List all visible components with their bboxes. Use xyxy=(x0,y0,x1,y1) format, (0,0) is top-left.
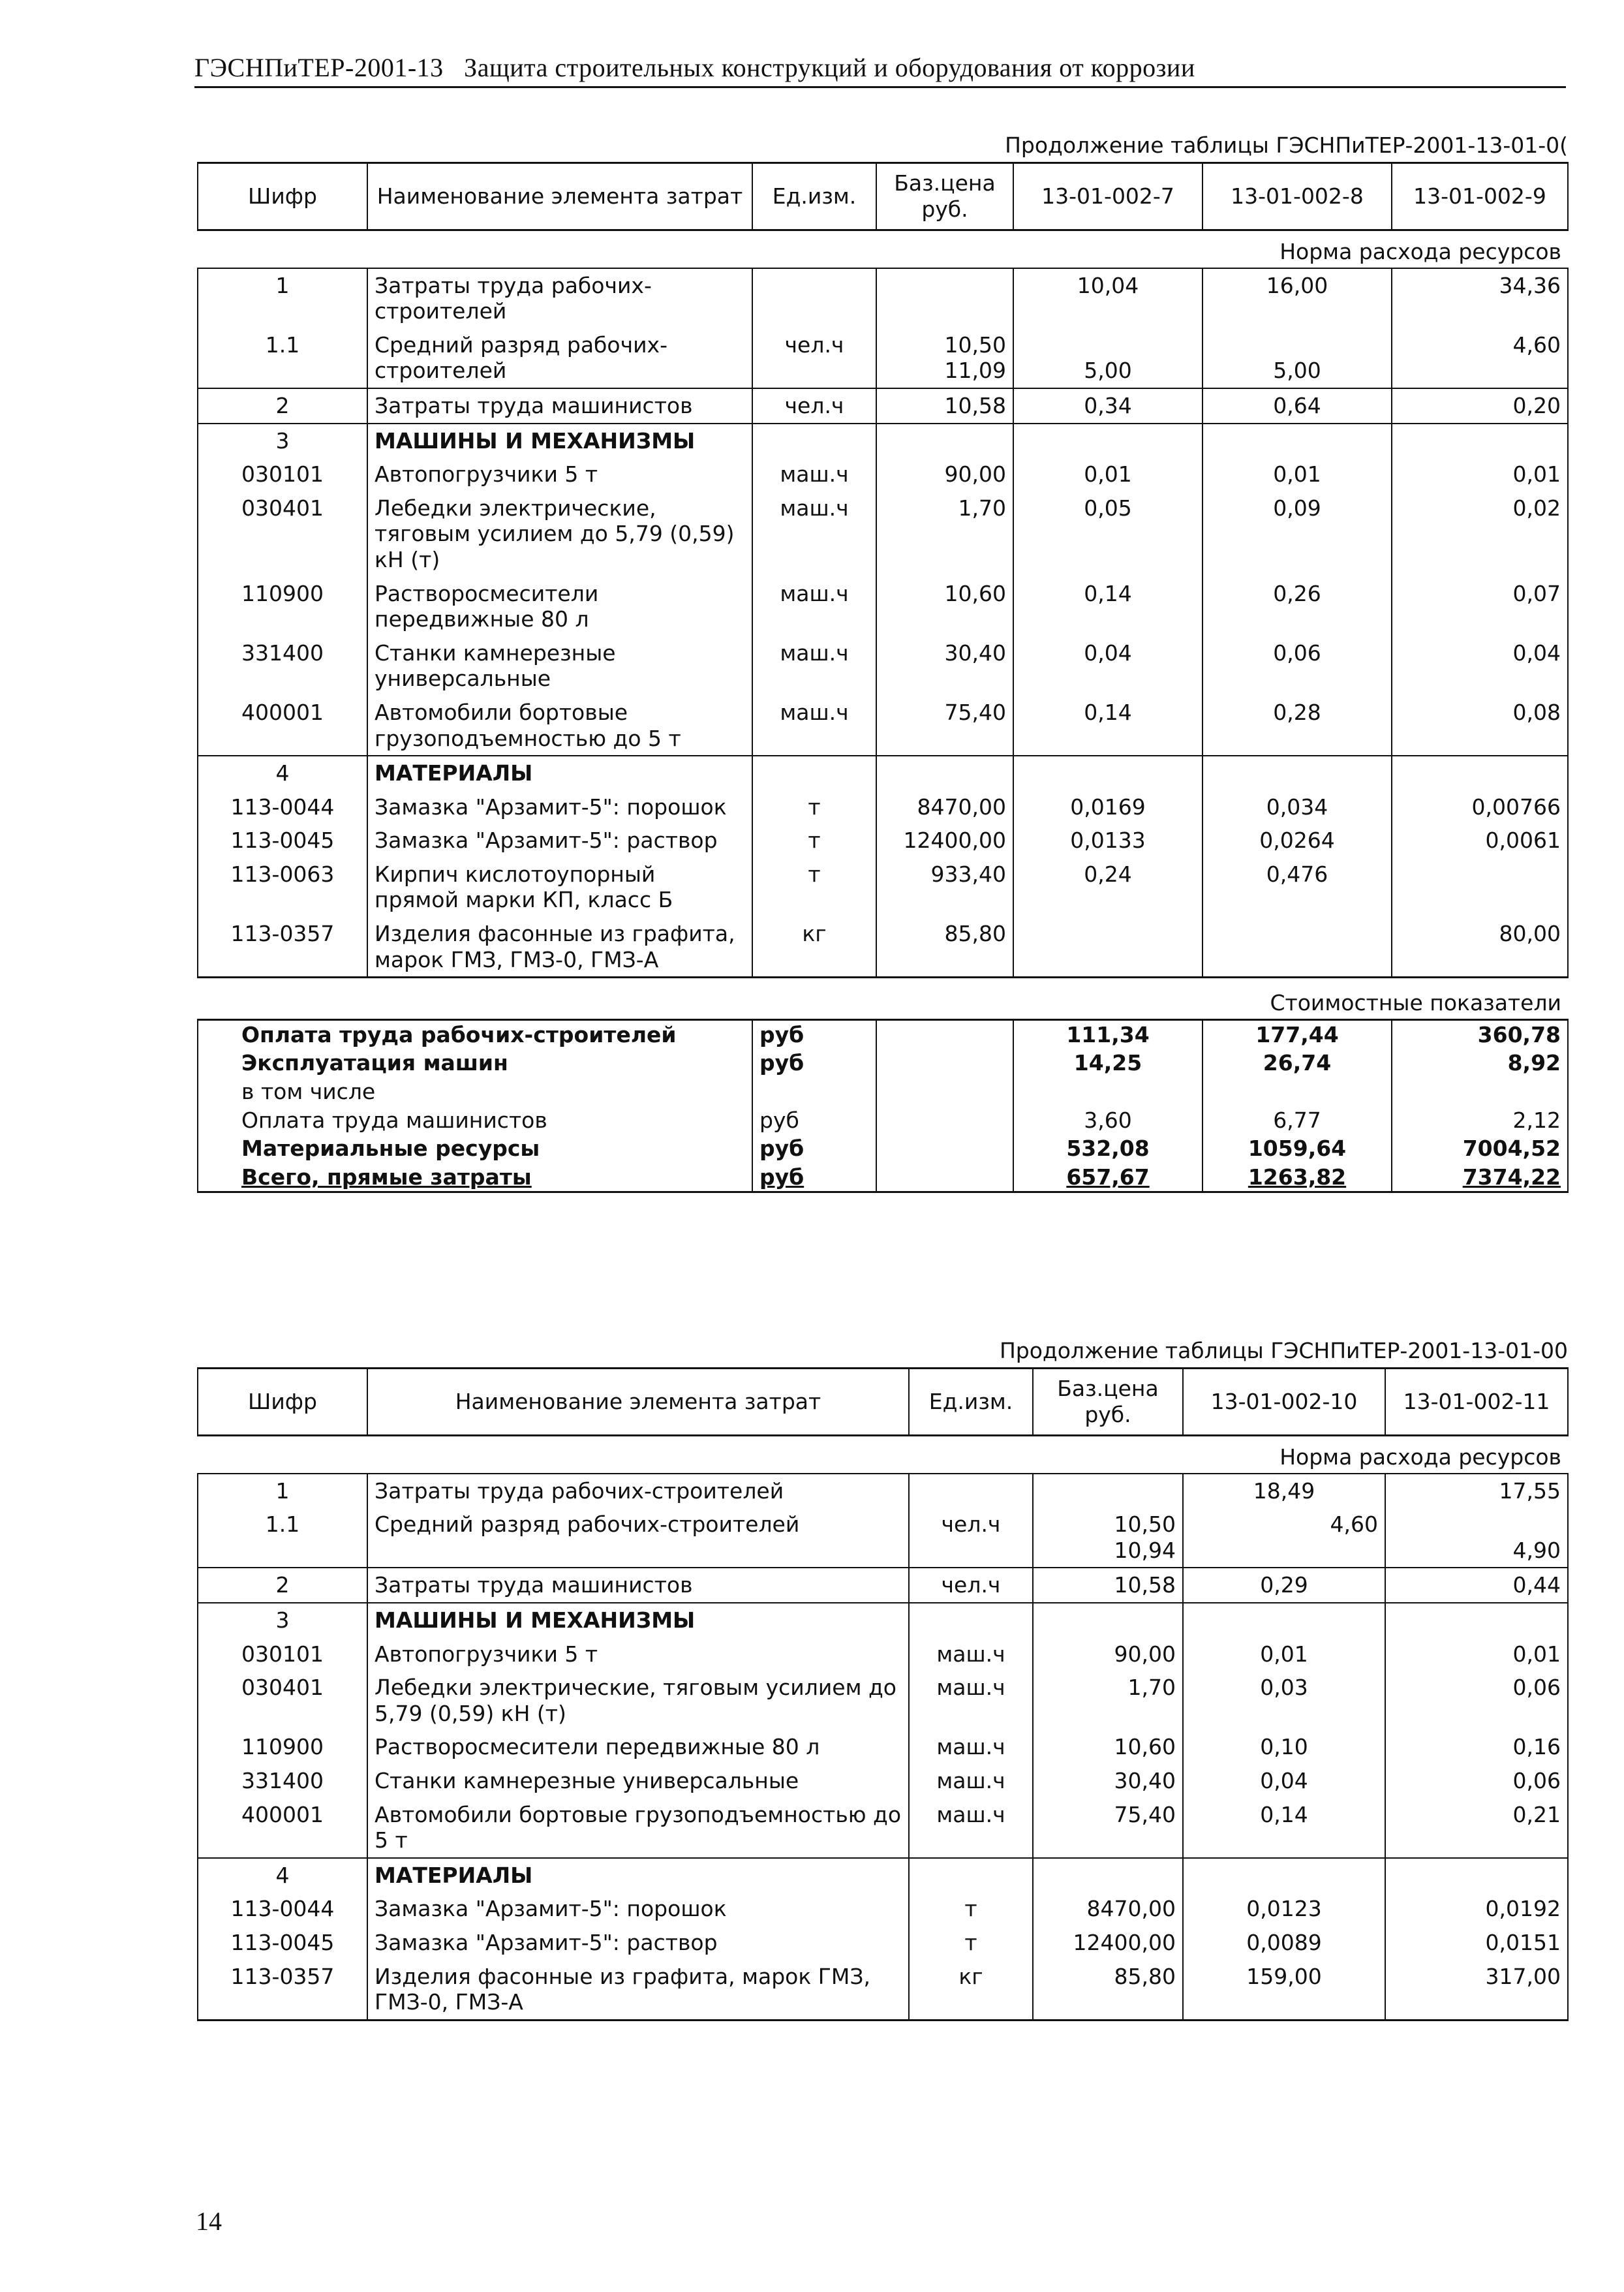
norm-label-row xyxy=(198,230,1568,268)
price-cell xyxy=(876,424,1013,458)
table-row xyxy=(198,824,1568,858)
table-row xyxy=(198,1798,1568,1858)
cost-name: Всего, прямые затраты xyxy=(198,1163,752,1192)
col-header-price: Баз.цена руб. xyxy=(876,163,1013,230)
value-cell-v2: 317,00 xyxy=(1385,1960,1568,2021)
cost-name: Оплата труда машинистов xyxy=(198,1106,752,1135)
name-cell: Автомобили бортовые грузоподъемностью до 5 т xyxy=(367,696,752,756)
col-header-name: Наименование элемента затрат xyxy=(367,163,752,230)
table-row xyxy=(198,1474,1568,1508)
name-cell: МАТЕРИАЛЫ xyxy=(367,1858,909,1893)
table2-header-row xyxy=(198,1369,1568,1436)
col-header-v1: 13-01-002-7 xyxy=(1013,163,1203,230)
unit-cell: чел.ч xyxy=(909,1568,1033,1603)
value-cell-v2: 0,06 xyxy=(1385,1764,1568,1798)
price-cell xyxy=(1033,1508,1183,1568)
name-cell: Лебедки электрические, тяговым усилием до 5,79 (0,59) кН (т) xyxy=(367,491,752,577)
code-cell: 400001 xyxy=(198,1798,367,1858)
table-row xyxy=(198,1637,1568,1671)
value-cell-v3: 0,02 xyxy=(1392,491,1568,577)
value-cell-v1: 0,0123 xyxy=(1183,1892,1385,1926)
price-cell: 12400,00 xyxy=(876,824,1013,858)
code-cell: 113-0357 xyxy=(198,917,367,978)
value-cell-v2: 0,0264 xyxy=(1203,824,1392,858)
value-cell-v1: 0,0133 xyxy=(1013,824,1203,858)
unit-cell: маш.ч xyxy=(752,577,876,636)
cost-value-v1: 111,34 xyxy=(1013,1019,1203,1049)
unit-cell: маш.ч xyxy=(752,696,876,756)
table1 xyxy=(197,162,1569,1193)
value-cell-v1: 0,03 xyxy=(1183,1671,1385,1730)
value-cell-v1: 0,14 xyxy=(1013,696,1203,756)
cost-empty xyxy=(876,1163,1013,1192)
unit-cell: маш.ч xyxy=(752,457,876,491)
name-cell: Изделия фасонные из графита, марок ГМЗ, ГМЗ-0, ГМЗ-А xyxy=(367,1960,909,2021)
price-cell: 30,40 xyxy=(1033,1764,1183,1798)
unit-cell: т xyxy=(752,790,876,824)
value-cell-v1: 0,04 xyxy=(1183,1764,1385,1798)
price-cell: 10,58 xyxy=(1033,1568,1183,1603)
value-cell-v1: 0,01 xyxy=(1183,1637,1385,1671)
cost-value-v1 xyxy=(1013,1077,1203,1106)
unit-cell: чел.ч xyxy=(752,328,876,388)
value-cell-v2: 0,16 xyxy=(1385,1730,1568,1764)
code-cell: 1.1 xyxy=(198,328,367,388)
table2 xyxy=(197,1367,1569,2021)
code-cell: 110900 xyxy=(198,577,367,636)
value-cell-v1 xyxy=(1013,424,1203,458)
price-cell: 12400,00 xyxy=(1033,1926,1183,1960)
unit-cell: маш.ч xyxy=(752,636,876,696)
cost-value-v3: 7004,52 xyxy=(1392,1134,1568,1163)
table-row xyxy=(198,1892,1568,1926)
cost-row xyxy=(198,1163,1568,1192)
cost-value-v1: 657,67 xyxy=(1013,1163,1203,1192)
unit-cell: т xyxy=(909,1926,1033,1960)
unit-cell xyxy=(909,1474,1033,1508)
table-row xyxy=(198,696,1568,756)
price-cell: 933,40 xyxy=(876,858,1013,917)
value-cell-v2: 0,034 xyxy=(1203,790,1392,824)
unit-cell: маш.ч xyxy=(909,1764,1033,1798)
value-cell-v1: 4,60 xyxy=(1183,1508,1385,1568)
cost-name: в том числе xyxy=(198,1077,752,1106)
cost-value-v3: 2,12 xyxy=(1392,1106,1568,1135)
table-row xyxy=(198,1960,1568,2021)
value-cell-v2: 4,90 xyxy=(1385,1508,1568,1568)
table-row xyxy=(198,790,1568,824)
cost-empty xyxy=(876,1077,1013,1106)
price-cell: 8470,00 xyxy=(1033,1892,1183,1926)
table-row xyxy=(198,1730,1568,1764)
table-row xyxy=(198,388,1568,424)
name-cell: Лебедки электрические, тяговым усилием до 5,79 (0,59) кН (т) xyxy=(367,1671,909,1730)
value-cell-v2: 16,00 xyxy=(1203,268,1392,328)
value-cell-v2: 0,01 xyxy=(1385,1637,1568,1671)
value-cell-v1 xyxy=(1013,917,1203,978)
code-cell: 400001 xyxy=(198,696,367,756)
price-cell: 75,40 xyxy=(876,696,1013,756)
col-header-v2: 13-01-002-8 xyxy=(1203,163,1392,230)
table-row xyxy=(198,491,1568,577)
name-cell: Средний разряд рабочих-строителей xyxy=(367,1508,909,1568)
value-cell-v3: 0,08 xyxy=(1392,696,1568,756)
value-cell-v3: 0,07 xyxy=(1392,577,1568,636)
cost-empty xyxy=(876,1134,1013,1163)
value-cell-v1: 5,00 xyxy=(1013,328,1203,388)
price-cell xyxy=(1033,1474,1183,1508)
table-row xyxy=(198,268,1568,328)
cost-row xyxy=(198,1106,1568,1135)
code-cell: 3 xyxy=(198,424,367,458)
unit-cell xyxy=(909,1858,1033,1893)
value-cell-v2: 0,09 xyxy=(1203,491,1392,577)
col-header-code: Шифр xyxy=(198,163,367,230)
value-cell-v3 xyxy=(1392,858,1568,917)
price-cell: 85,80 xyxy=(1033,1960,1183,2021)
table-row xyxy=(198,1926,1568,1960)
cost-name: Оплата труда рабочих-строителей xyxy=(198,1019,752,1049)
name-cell: Изделия фасонные из графита, марок ГМЗ, ГМЗ-0, ГМЗ-А xyxy=(367,917,752,978)
value-cell-v3: 0,01 xyxy=(1392,457,1568,491)
code-cell: 4 xyxy=(198,1858,367,1893)
name-cell: Растворосмесители передвижные 80 л xyxy=(367,1730,909,1764)
unit-cell: маш.ч xyxy=(909,1637,1033,1671)
cost-unit: руб xyxy=(752,1163,876,1192)
value-cell-v1: 18,49 xyxy=(1183,1474,1385,1508)
cost-value-v3: 360,78 xyxy=(1392,1019,1568,1049)
unit-cell xyxy=(752,268,876,328)
value-cell-v1: 159,00 xyxy=(1183,1960,1385,2021)
value-cell-v3 xyxy=(1392,424,1568,458)
cost-value-v2: 1263,82 xyxy=(1203,1163,1392,1192)
price-cell xyxy=(1033,1858,1183,1893)
price-cell: 1,70 xyxy=(876,491,1013,577)
unit-cell: кг xyxy=(752,917,876,978)
value-cell-v3: 0,00766 xyxy=(1392,790,1568,824)
table-row xyxy=(198,858,1568,917)
unit-cell: чел.ч xyxy=(752,388,876,424)
unit-cell: кг xyxy=(909,1960,1033,2021)
page-header xyxy=(194,52,1565,83)
name-cell: Затраты труда машинистов xyxy=(367,388,752,424)
header-rule xyxy=(194,86,1566,88)
value-cell-v3 xyxy=(1392,756,1568,790)
price-cell: 90,00 xyxy=(876,457,1013,491)
name-cell: МАШИНЫ И МЕХАНИЗМЫ xyxy=(367,1603,909,1637)
price-cell xyxy=(876,756,1013,790)
code-cell: 331400 xyxy=(198,1764,367,1798)
table-row xyxy=(198,328,1568,388)
cost-row xyxy=(198,1049,1568,1077)
value-cell-v1: 0,0169 xyxy=(1013,790,1203,824)
value-cell-v1: 0,14 xyxy=(1013,577,1203,636)
code-cell: 113-0045 xyxy=(198,824,367,858)
header-subtitle: Защита строительных конструкций и оборудования от коррозии xyxy=(464,53,1195,82)
col-header-code: Шифр xyxy=(198,1369,367,1436)
table-row xyxy=(198,457,1568,491)
unit-cell: т xyxy=(752,858,876,917)
value-cell-v2: 0,44 xyxy=(1385,1568,1568,1603)
name-cell: Замазка "Арзамит-5": порошок xyxy=(367,1892,909,1926)
price-cell: 10,58 xyxy=(876,388,1013,424)
cost-value-v3: 7374,22 xyxy=(1392,1163,1568,1192)
name-cell: Кирпич кислотоупорный прямой марки КП, класс Б xyxy=(367,858,752,917)
table-row xyxy=(198,1858,1568,1893)
table-row xyxy=(198,636,1568,696)
value-cell-v2 xyxy=(1203,917,1392,978)
code-cell: 113-0044 xyxy=(198,1892,367,1926)
page-number: 14 xyxy=(196,2207,222,2236)
code-cell: 030101 xyxy=(198,1637,367,1671)
col-header-v2: 13-01-002-11 xyxy=(1385,1369,1568,1436)
price-cell xyxy=(876,328,1013,388)
code-cell: 1 xyxy=(198,268,367,328)
value-cell-v1: 0,10 xyxy=(1183,1730,1385,1764)
price-cell: 1,70 xyxy=(1033,1671,1183,1730)
value-cell-v1 xyxy=(1183,1603,1385,1637)
price-cell: 75,40 xyxy=(1033,1798,1183,1858)
value-cell-v1: 10,04 xyxy=(1013,268,1203,328)
name-cell: Средний разряд рабочих-строителей xyxy=(367,328,752,388)
unit-cell: т xyxy=(909,1892,1033,1926)
table-row xyxy=(198,1508,1568,1568)
value-cell-v3: 4,60 xyxy=(1392,328,1568,388)
cost-empty xyxy=(876,1019,1013,1049)
table-row xyxy=(198,756,1568,790)
code-cell: 331400 xyxy=(198,636,367,696)
code-cell: 113-0063 xyxy=(198,858,367,917)
code-cell: 1.1 xyxy=(198,1508,367,1568)
value-cell-v2: 0,06 xyxy=(1385,1671,1568,1730)
value-cell-v3: 0,20 xyxy=(1392,388,1568,424)
value-cell-v2: 0,28 xyxy=(1203,696,1392,756)
value-cell-v1: 0,0089 xyxy=(1183,1926,1385,1960)
cost-unit xyxy=(752,1077,876,1106)
value-cell-v1: 0,01 xyxy=(1013,457,1203,491)
col-header-unit: Ед.изм. xyxy=(752,163,876,230)
code-cell: 4 xyxy=(198,756,367,790)
name-cell: Станки камнерезные универсальные xyxy=(367,1764,909,1798)
name-cell: МАШИНЫ И МЕХАНИЗМЫ xyxy=(367,424,752,458)
price-value-2: 10,94 xyxy=(1114,1537,1176,1563)
value-cell-v2: 0,0192 xyxy=(1385,1892,1568,1926)
code-cell: 113-0357 xyxy=(198,1960,367,2021)
name-cell: Замазка "Арзамит-5": раствор xyxy=(367,824,752,858)
value-cell-v3: 0,04 xyxy=(1392,636,1568,696)
cost-value-v1: 3,60 xyxy=(1013,1106,1203,1135)
cost-empty xyxy=(876,1106,1013,1135)
name-cell: Автопогрузчики 5 т xyxy=(367,457,752,491)
col-header-unit: Ед.изм. xyxy=(909,1369,1033,1436)
cost-row xyxy=(198,1019,1568,1049)
table-row xyxy=(198,917,1568,978)
cost-unit: руб xyxy=(752,1134,876,1163)
norm-label: Норма расхода ресурсов xyxy=(198,230,1568,268)
cost-name: Материальные ресурсы xyxy=(198,1134,752,1163)
cost-value-v1: 532,08 xyxy=(1013,1134,1203,1163)
value-cell-v1: 0,29 xyxy=(1183,1568,1385,1603)
code-cell: 3 xyxy=(198,1603,367,1637)
name-cell: Автопогрузчики 5 т xyxy=(367,1637,909,1671)
name-cell: Затраты труда машинистов xyxy=(367,1568,909,1603)
norm-label-row xyxy=(198,1436,1568,1474)
name-cell: Растворосмесители передвижные 80 л xyxy=(367,577,752,636)
code-cell: 1 xyxy=(198,1474,367,1508)
cost-value-v2 xyxy=(1203,1077,1392,1106)
price-cell: 10,60 xyxy=(876,577,1013,636)
value-cell-v2: 5,00 xyxy=(1203,328,1392,388)
cost-unit: руб xyxy=(752,1106,876,1135)
value-cell-v1: 0,04 xyxy=(1013,636,1203,696)
col-header-price: Баз.цена руб. xyxy=(1033,1369,1183,1436)
table-row xyxy=(198,1568,1568,1603)
unit-cell: маш.ч xyxy=(752,491,876,577)
cost-empty xyxy=(876,1049,1013,1077)
value-cell-v1: 0,34 xyxy=(1013,388,1203,424)
name-cell: Автомобили бортовые грузоподъемностью до 5 т xyxy=(367,1798,909,1858)
price-value: 10,50 xyxy=(944,332,1006,358)
code-cell: 2 xyxy=(198,1568,367,1603)
table2-caption: Продолжение таблицы ГЭСНПиТЕР-2001-13-01-00 xyxy=(999,1338,1568,1363)
cost-row xyxy=(198,1134,1568,1163)
cost-value-v1: 14,25 xyxy=(1013,1049,1203,1077)
cost-label: Стоимостные показатели xyxy=(198,978,1568,1020)
price-cell: 85,80 xyxy=(876,917,1013,978)
norm-label: Норма расхода ресурсов xyxy=(198,1436,1568,1474)
value-cell-v3: 0,0061 xyxy=(1392,824,1568,858)
cost-value-v3: 8,92 xyxy=(1392,1049,1568,1077)
cost-row xyxy=(198,1077,1568,1106)
value-cell-v3: 34,36 xyxy=(1392,268,1568,328)
table-row xyxy=(198,1764,1568,1798)
unit-cell xyxy=(752,424,876,458)
table-row xyxy=(198,424,1568,458)
unit-cell: маш.ч xyxy=(909,1798,1033,1858)
unit-cell: маш.ч xyxy=(909,1730,1033,1764)
code-cell: 110900 xyxy=(198,1730,367,1764)
col-header-name: Наименование элемента затрат xyxy=(367,1369,909,1436)
header-title: ГЭСНПиТЕР-2001-13 xyxy=(194,53,444,82)
cost-value-v3 xyxy=(1392,1077,1568,1106)
value-cell-v1 xyxy=(1183,1858,1385,1893)
cost-unit: руб xyxy=(752,1019,876,1049)
cost-name: Эксплуатация машин xyxy=(198,1049,752,1077)
cost-value-v2: 1059,64 xyxy=(1203,1134,1392,1163)
unit-cell xyxy=(909,1603,1033,1637)
value-cell-v2: 0,26 xyxy=(1203,577,1392,636)
value-cell-v2: 0,476 xyxy=(1203,858,1392,917)
value-cell-v2: 0,64 xyxy=(1203,388,1392,424)
cost-unit: руб xyxy=(752,1049,876,1077)
value-cell-v2: 0,01 xyxy=(1203,457,1392,491)
col-header-v1: 13-01-002-10 xyxy=(1183,1369,1385,1436)
name-cell: МАТЕРИАЛЫ xyxy=(367,756,752,790)
code-cell: 113-0045 xyxy=(198,1926,367,1960)
cost-value-v2: 26,74 xyxy=(1203,1049,1392,1077)
table1-caption: Продолжение таблицы ГЭСНПиТЕР-2001-13-01-0( xyxy=(1005,132,1568,158)
price-cell: 90,00 xyxy=(1033,1637,1183,1671)
code-cell: 113-0044 xyxy=(198,790,367,824)
price-cell: 10,60 xyxy=(1033,1730,1183,1764)
name-cell: Затраты труда рабочих-строителей xyxy=(367,1474,909,1508)
price-cell: 30,40 xyxy=(876,636,1013,696)
value-cell-v2: 0,06 xyxy=(1203,636,1392,696)
unit-cell: т xyxy=(752,824,876,858)
cost-value-v2: 6,77 xyxy=(1203,1106,1392,1135)
value-cell-v2 xyxy=(1203,756,1392,790)
unit-cell xyxy=(752,756,876,790)
table-row xyxy=(198,577,1568,636)
unit-cell: чел.ч xyxy=(909,1508,1033,1568)
value-cell-v2: 0,21 xyxy=(1385,1798,1568,1858)
value-cell-v1: 0,14 xyxy=(1183,1798,1385,1858)
cost-label-row xyxy=(198,978,1568,1020)
value-cell-v1 xyxy=(1013,756,1203,790)
price-cell: 8470,00 xyxy=(876,790,1013,824)
value-cell-v2 xyxy=(1203,424,1392,458)
price-cell xyxy=(876,268,1013,328)
name-cell: Замазка "Арзамит-5": порошок xyxy=(367,790,752,824)
value-cell-v1: 0,05 xyxy=(1013,491,1203,577)
code-cell: 030101 xyxy=(198,457,367,491)
price-value-2: 11,09 xyxy=(944,358,1006,384)
table1-header-row xyxy=(198,163,1568,230)
name-cell: Станки камнерезные универсальные xyxy=(367,636,752,696)
value-cell-v2 xyxy=(1385,1858,1568,1893)
value-cell-v2: 0,0151 xyxy=(1385,1926,1568,1960)
name-cell: Затраты труда рабочих-строителей xyxy=(367,268,752,328)
cost-value-v2: 177,44 xyxy=(1203,1019,1392,1049)
unit-cell: маш.ч xyxy=(909,1671,1033,1730)
price-cell xyxy=(1033,1603,1183,1637)
col-header-v3: 13-01-002-9 xyxy=(1392,163,1568,230)
code-cell: 030401 xyxy=(198,1671,367,1730)
value-cell-v2: 17,55 xyxy=(1385,1474,1568,1508)
value-cell-v1: 0,24 xyxy=(1013,858,1203,917)
table-row xyxy=(198,1603,1568,1637)
table-row xyxy=(198,1671,1568,1730)
price-value: 10,50 xyxy=(1114,1511,1176,1538)
value-cell-v2 xyxy=(1385,1603,1568,1637)
code-cell: 030401 xyxy=(198,491,367,577)
value-cell-v3: 80,00 xyxy=(1392,917,1568,978)
name-cell: Замазка "Арзамит-5": раствор xyxy=(367,1926,909,1960)
code-cell: 2 xyxy=(198,388,367,424)
